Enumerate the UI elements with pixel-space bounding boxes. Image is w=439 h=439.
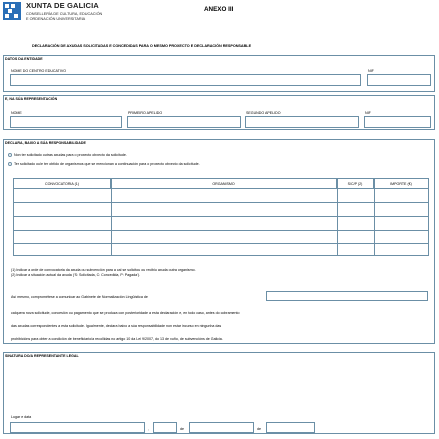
col-header-convocatoria: CONVOCATORIA (1) <box>14 179 111 188</box>
representative-section <box>3 95 435 130</box>
declaration-line-4: prohibicións para obter a condición de beneficiario/a recollidas no artigo 10 da Lei 9/2007, do 13 de xuño, de subvencións de Galicia. <box>11 337 223 341</box>
table-col-divider <box>374 179 375 255</box>
rep-first-surname-label: PRIMEIRO APELIDO <box>128 111 163 115</box>
col-header-importe: IMPORTE (€) <box>390 181 412 186</box>
col-header-scp: S/C/P (2) <box>337 179 374 188</box>
month-field[interactable] <box>189 422 254 433</box>
rep-first-surname-field[interactable] <box>127 116 241 128</box>
commitment-text: Así mesmo, comprométese a comunicar ao Gabinete de Normalización Lingüística de <box>11 295 148 299</box>
table-row-divider <box>14 230 428 231</box>
declaration-line-2: calquera nova solicitude, concesión ou pagamento que se produza con posterioridade a esta declaración e, en todo caso, antes do cobramento <box>11 311 240 315</box>
entity-nif-label: NIF <box>368 69 374 73</box>
entity-nif-field[interactable] <box>367 74 431 86</box>
entity-name-field[interactable] <box>10 74 361 86</box>
entity-section-title: DATOS DA ENTIDADE <box>5 57 43 61</box>
option-no-other-aid-label: Non ter solicitado outras axudas para o proxecto obxecto da solicitude. <box>14 153 127 157</box>
rep-second-surname-label: SEGUNDO APELIDO <box>246 111 281 115</box>
declaration-section-title: DECLARA, BAIXO A SÚA RESPONSABILIDADE <box>5 141 86 145</box>
option-other-aid-radio[interactable] <box>8 162 12 166</box>
place-date-label: Lugar e data <box>11 415 32 419</box>
table-row-divider <box>14 188 428 189</box>
table-col-divider <box>111 179 112 255</box>
table-col-divider <box>337 179 338 255</box>
option-other-aid-label: Ter solicitado ou/e ter obtido de organismos que se mencionan a continuación para o proxecto obxecto da solicitude. <box>14 162 200 166</box>
place-field[interactable] <box>10 422 145 433</box>
rep-nif-label: NIF <box>365 111 371 115</box>
de-separator-2: de <box>257 427 261 431</box>
table-row-divider <box>14 216 428 217</box>
commitment-field[interactable] <box>266 291 428 301</box>
conselleria-line2: E ORDENACIÓN UNIVERSITARIA <box>26 17 86 21</box>
aid-table <box>13 178 429 256</box>
rep-nif-field[interactable] <box>364 116 431 128</box>
table-row-divider <box>14 243 428 244</box>
option-no-other-aid-radio[interactable] <box>8 153 12 157</box>
signature-section <box>3 352 435 434</box>
rep-name-label: NOME <box>11 111 22 115</box>
entity-section <box>3 55 435 92</box>
entity-name-label: NOME DO CENTRO EDUCATIVO <box>11 69 67 73</box>
declaration-line-3: das axudas correspondentes a esta solicitude. Igualmente, declara baixo a súa responsabilidade non estar incurso en ningunha das <box>11 324 222 328</box>
year-field[interactable] <box>266 422 315 433</box>
document-title: DECLARACIÓN DE AXUDAS SOLICITADAS E CONCEDIDAS PARA O MESMO PROXECTO E DECLARACIÓN RESPONSABLE <box>32 44 252 48</box>
footnote-1: (1) Indicar a orde de convocatoria da axuda ou subvención para a cal se solicitou ou recibiu axuda outra organismo. <box>11 268 196 272</box>
rep-second-surname-field[interactable] <box>245 116 359 128</box>
brand-name: XUNTA DE GALICIA <box>26 1 99 10</box>
de-separator-1: de <box>180 427 184 431</box>
rep-name-field[interactable] <box>10 116 122 128</box>
comma-separator: , <box>148 427 149 431</box>
table-row-divider <box>14 202 428 203</box>
col-header-organismo: ORGANISMO <box>111 179 337 188</box>
day-field[interactable] <box>153 422 177 433</box>
representative-section-title: E, NA SÚA REPRESENTACIÓN <box>5 97 58 101</box>
conselleria-line1: CONSELLERÍA DE CULTURA, EDUCACIÓN <box>26 12 103 16</box>
annex-title: ANEXO III <box>204 6 234 13</box>
signature-section-title: SINATURA DO/A REPRESENTANTE LEGAL <box>5 354 79 358</box>
xunta-logo-icon <box>3 2 21 20</box>
footnote-2: (2) Indicar a situación actual da axuda ('S: Solicitada, C: Concedida, P: Pagada'). <box>11 273 141 277</box>
